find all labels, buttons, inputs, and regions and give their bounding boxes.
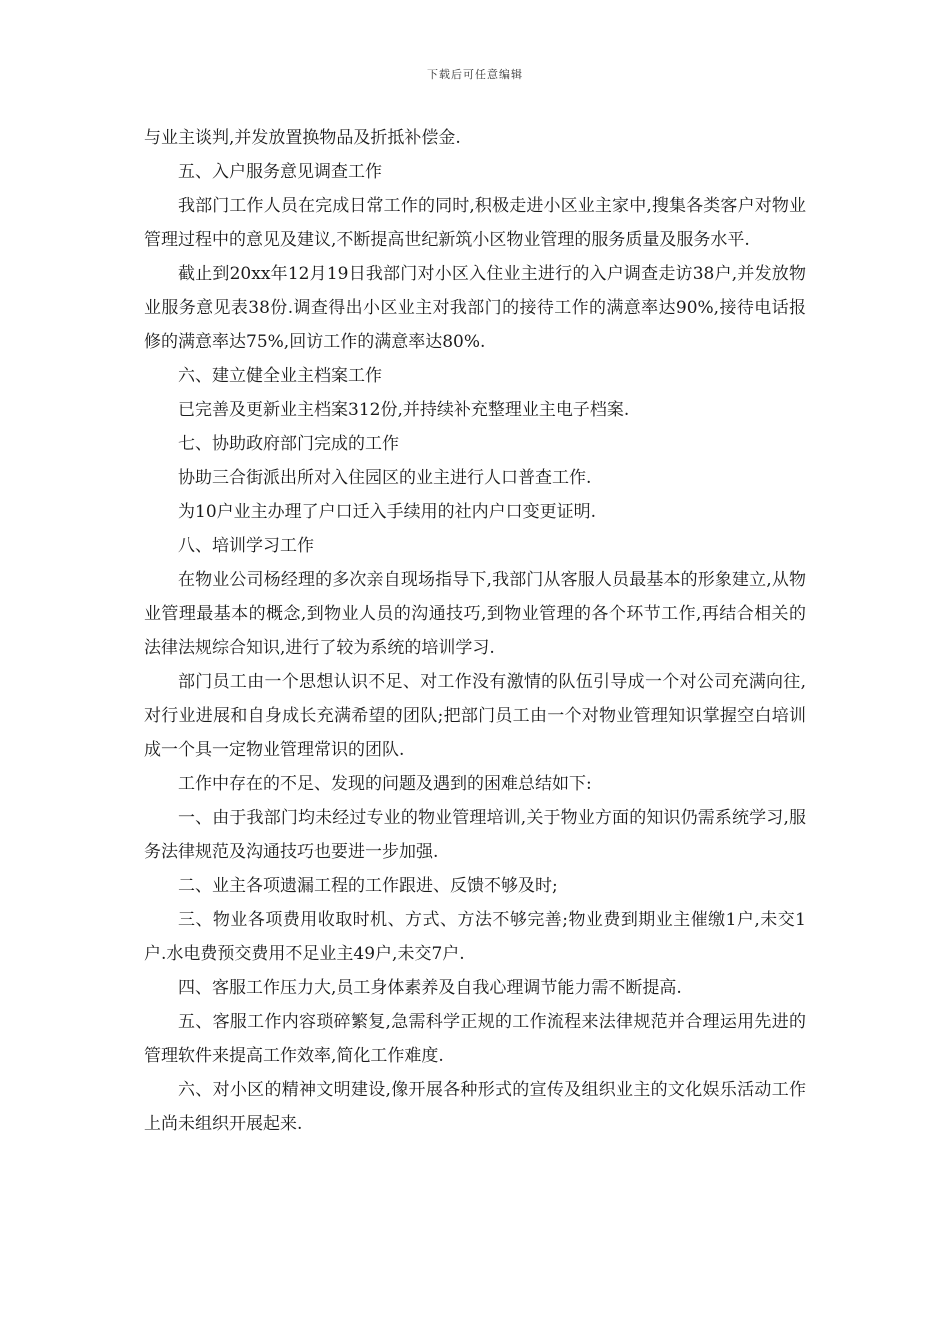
section-heading-5: 五、入户服务意见调查工作 xyxy=(178,162,382,182)
paragraph: 截止到20xx年12月19日我部门对小区入住业主进行的入户调查走访38户,并发放物业服务意见表38份.调查得出小区业主对我部门的接待工作的满意率达90%,接待电话报修的满意率达75%,回访工作的满意率达80%. xyxy=(144,264,806,352)
paragraph: 部门员工由一个思想认识不足、对工作没有激情的队伍引导成一个对公司充满向往,对行业进展和自身成长充满希望的团队;把部门员工由一个对物业管理知识掌握空白培训成一个具一定物业管理常识的团队. xyxy=(144,672,806,760)
section-heading-7: 七、协助政府部门完成的工作 xyxy=(178,434,399,454)
issues-intro: 工作中存在的不足、发现的问题及遇到的困难总结如下: xyxy=(178,774,592,794)
section-heading-6: 六、建立健全业主档案工作 xyxy=(178,366,382,386)
issue-item: 一、由于我部门均未经过专业的物业管理培训,关于物业方面的知识仍需系统学习,服务法律规范及沟通技巧也要进一步加强. xyxy=(144,808,806,862)
section-heading-8: 八、培训学习工作 xyxy=(178,536,314,556)
paragraph-continuation: 与业主谈判,并发放置换物品及折抵补偿金. xyxy=(144,128,461,148)
issue-item: 五、客服工作内容琐碎繁复,急需科学正规的工作流程来法律规范并合理运用先进的管理软件来提高工作效率,简化工作难度. xyxy=(144,1012,806,1066)
issue-item: 四、客服工作压力大,员工身体素养及自我心理调节能力需不断提高. xyxy=(178,978,682,998)
paragraph: 为10户业主办理了户口迁入手续用的社内户口变更证明. xyxy=(178,502,597,522)
issue-item: 三、物业各项费用收取时机、方式、方法不够完善;物业费到期业主催缴1户,未交1户.水电费预交费用不足业主49户,未交7户. xyxy=(144,910,806,964)
paragraph: 已完善及更新业主档案312份,并持续补充整理业主电子档案. xyxy=(178,400,630,420)
paragraph: 协助三合街派出所对入住园区的业主进行人口普查工作. xyxy=(178,468,592,488)
paragraph: 我部门工作人员在完成日常工作的同时,积极走进小区业主家中,搜集各类客户对物业管理过程中的意见及建议,不断提高世纪新筑小区物业管理的服务质量及服务水平. xyxy=(144,196,806,250)
page-header: 下载后可任意编辑 xyxy=(427,68,523,81)
issue-item: 六、对小区的精神文明建设,像开展各种形式的宣传及组织业主的文化娱乐活动工作上尚未组织开展起来. xyxy=(144,1080,806,1134)
paragraph: 在物业公司杨经理的多次亲自现场指导下,我部门从客服人员最基本的形象建立,从物业管理最基本的概念,到物业人员的沟通技巧,到物业管理的各个环节工作,再结合相关的法律法规综合知识,进行了较为系统的培训学习. xyxy=(144,570,806,658)
document-body xyxy=(144,121,806,1141)
issue-item: 二、业主各项遗漏工程的工作跟进、反馈不够及时; xyxy=(178,876,558,896)
